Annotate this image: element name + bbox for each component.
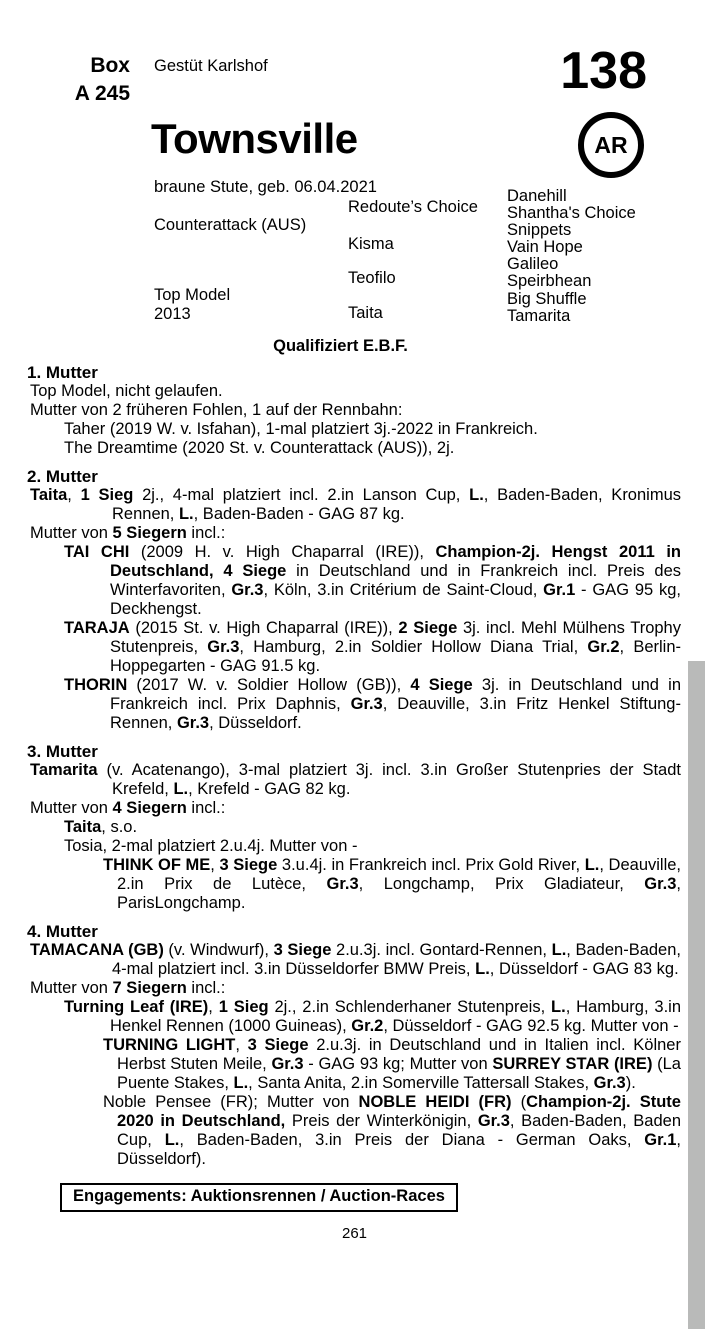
pedigree-dam	[154, 286, 230, 323]
ar-brand-icon	[578, 112, 644, 178]
box-group	[38, 52, 130, 108]
pedigree-gen3-item: Vain Hope	[507, 238, 583, 257]
catalog-paragraph: THORIN (2017 W. v. Soldier Hollow (GB)), 4 Siege 3j. in Deutschland und in Frankreich incl. Prix Daphnis, Gr.3, Deauville, 3.in Fritz Henkel Stiftung-Rennen, Gr.3, Düsseldorf.	[64, 676, 681, 732]
engagements-row	[60, 1183, 709, 1212]
horse-details: braune Stute, geb. 06.04.2021	[154, 178, 377, 196]
box-label: Box	[90, 54, 130, 77]
catalog-paragraph: Mutter von 2 früheren Fohlen, 1 auf der Rennbahn:	[30, 401, 403, 419]
mutter-section	[27, 922, 681, 1169]
consignor-name: Gestüt Karlshof	[154, 57, 268, 75]
catalog-paragraph: Taita, 1 Sieg 2j., 4-mal platziert incl. 2.in Lanson Cup, L., Baden-Baden, Kronimus Rennen, L., Baden-Baden - GAG 87 kg.	[30, 486, 681, 523]
catalog-paragraph: The Dreamtime (2020 St. v. Counterattack (AUS)), 2j.	[64, 439, 455, 457]
catalog-paragraph: Turning Leaf (IRE), 1 Sieg 2j., 2.in Schlenderhaner Stutenpreis, L., Hamburg, 3.in Henkel Rennen (1000 Guineas), Gr.2, Düsseldorf - GAG 92.5 kg. Mutter von -	[64, 998, 682, 1035]
page-number: 261	[341, 1225, 368, 1242]
catalog-paragraph: THINK OF ME, 3 Siege 3.u.4j. in Frankreich incl. Prix Gold River, L., Deauville, 2.in Prix de Lutèce, Gr.3, Longchamp, Prix Gladiateur, Gr.3, ParisLongchamp.	[103, 856, 682, 912]
catalog-paragraph: Tamarita (v. Acatenango), 3-mal platziert 3j. incl. 3.in Großer Stutenpries der Stadt Krefeld, L., Krefeld - GAG 82 kg.	[30, 761, 681, 798]
catalog-paragraph: TARAJA (2015 St. v. High Chaparral (IRE)), 2 Siege 3j. incl. Mehl Mülhens Trophy Stutenpreis, Gr.3, Hamburg, 2.in Soldier Hollow Diana Trial, Gr.2, Berlin-Hoppegarten - GAG 91.5 kg.	[64, 619, 681, 675]
box-code: A 245	[74, 82, 130, 105]
pedigree-gen3-item: Speirbhean	[507, 272, 592, 291]
pedigree-gen3-item: Snippets	[507, 221, 572, 240]
mutter-section	[27, 467, 681, 733]
catalog-paragraph: Tosia, 2-mal platziert 2.u.4j. Mutter von -	[64, 837, 358, 855]
catalog-paragraph: Noble Pensee (FR); Mutter von NOBLE HEIDI (FR) (Champion-2j. Stute 2020 in Deutschland, Preis der Winterkönigin, Gr.3, Baden-Baden, Baden Cup, L., Baden-Baden, 3.in Preis der Diana - German Oaks, Gr.1, Düsseldorf).	[103, 1093, 682, 1168]
pedigree-gen2-item: Kisma	[348, 235, 394, 253]
section-heading: 3. Mutter	[27, 742, 98, 761]
mutter-section	[27, 742, 681, 913]
mutter-section	[27, 363, 681, 458]
horse-name: Townsville	[151, 115, 358, 162]
ar-brand-label: AR	[594, 131, 628, 158]
pedigree-gen2-item: Taita	[348, 304, 383, 322]
catalog-paragraph: TAI CHI (2009 H. v. High Chaparral (IRE)), Champion-2j. Hengst 2011 in Deutschland, 4 Siege in Deutschland und in Frankreich incl. Preis des Winterfavoriten, Gr.3, Köln, 3.in Critérium de Saint-Cloud, Gr.1 - GAG 95 kg, Deckhengst.	[64, 543, 681, 618]
catalog-paragraph: Mutter von 4 Siegern incl.:	[30, 799, 226, 817]
pedigree-gen3-item: Galileo	[507, 255, 559, 274]
pedigree-gen3-column	[507, 188, 636, 325]
pedigree-gen2-item: Redoute’s Choice	[348, 198, 478, 216]
pedigree-gen3-item: Big Shuffle	[507, 289, 587, 308]
catalog-paragraph: Taita, s.o.	[64, 818, 138, 836]
pedigree-gen3-item: Shantha's Choice	[507, 204, 636, 223]
section-heading: 2. Mutter	[27, 467, 98, 486]
pedigree-dam-name: Top Model	[154, 286, 231, 304]
pedigree-sections	[0, 358, 709, 1169]
engagements-box: Engagements: Auktionsrennen / Auction-Races	[60, 1183, 458, 1212]
catalog-paragraph: TURNING LIGHT, 3 Siege 2.u.3j. in Deutschland und in Italien incl. Kölner Herbst Stuten Meile, Gr.3 - GAG 93 kg; Mutter von SURREY STAR (IRE) (La Puente Stakes, L., Santa Anita, 2.in Somerville Tattersall Stakes, Gr.3).	[103, 1036, 681, 1092]
catalog-paragraph: Taher (2019 W. v. Isfahan), 1-mal platziert 3j.-2022 in Frankreich.	[64, 420, 538, 438]
pedigree-gen3-item: Tamarita	[507, 306, 571, 325]
section-heading: 1. Mutter	[27, 363, 98, 382]
pedigree-gen2-item: Teofilo	[348, 269, 396, 287]
pedigree-dam-year: 2013	[154, 304, 191, 323]
catalog-paragraph: Mutter von 5 Siegern incl.:	[30, 524, 226, 542]
catalog-paragraph: Top Model, nicht gelaufen.	[30, 382, 223, 400]
page-edge-bar	[688, 661, 705, 1329]
section-heading: 4. Mutter	[27, 922, 98, 941]
lot-number: 138	[560, 42, 647, 100]
pedigree-gen3-item: Danehill	[507, 187, 567, 205]
catalog-paragraph: TAMACANA (GB) (v. Windwurf), 3 Siege 2.u.3j. incl. Gontard-Rennen, L., Baden-Baden, 4-mal platziert incl. 3.in Düsseldorfer BMW Preis, L., Düsseldorf - GAG 83 kg.	[30, 941, 681, 978]
qualification-note: Qualifiziert E.B.F.	[273, 337, 408, 355]
pedigree-sire: Counterattack (AUS)	[154, 216, 307, 234]
page-header	[0, 0, 709, 358]
catalog-paragraph: Mutter von 7 Siegern incl.:	[30, 979, 226, 997]
